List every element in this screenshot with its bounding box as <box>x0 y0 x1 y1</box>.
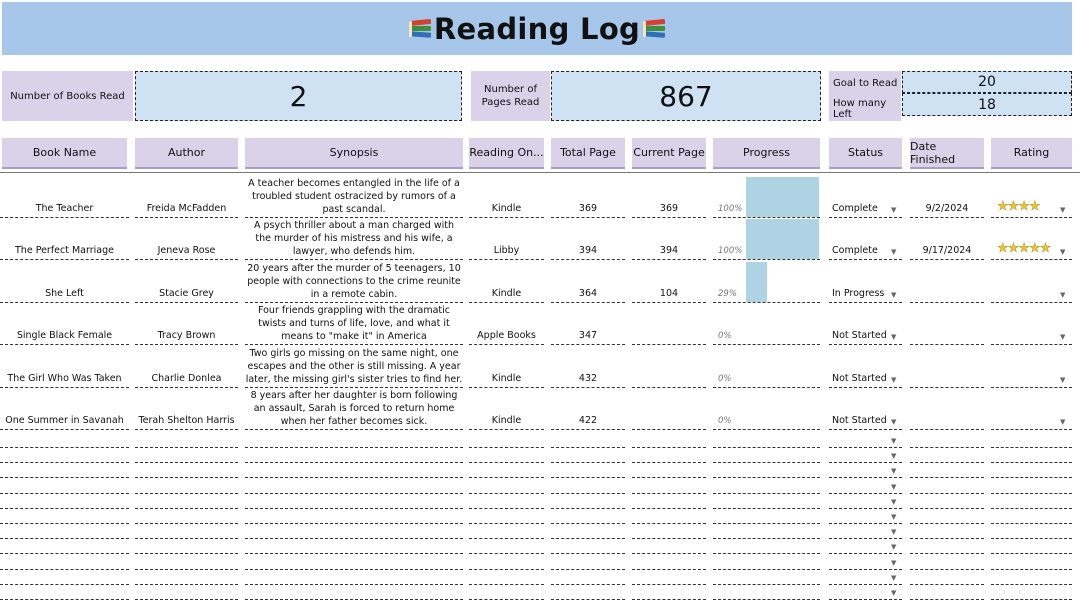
synopsis-cell[interactable]: A teacher becomes entangled in the life of a troubled student ostracized by rumors of a past scandal. <box>245 176 463 218</box>
empty-cell[interactable] <box>991 448 1072 463</box>
empty-cell[interactable] <box>991 433 1072 448</box>
empty-cell[interactable] <box>551 570 625 585</box>
empty-cell[interactable] <box>551 479 625 494</box>
book-name-cell[interactable]: She Left <box>0 261 129 303</box>
empty-cell[interactable] <box>713 585 820 600</box>
chevron-down-icon[interactable]: ▼ <box>891 482 897 491</box>
current-page-cell[interactable] <box>632 303 706 345</box>
book-name-cell[interactable]: The Teacher <box>0 176 129 218</box>
empty-cell[interactable] <box>0 463 129 478</box>
current-page-cell[interactable] <box>632 388 706 430</box>
empty-cell[interactable] <box>469 539 544 554</box>
current-page-cell[interactable]: 394 <box>632 218 706 260</box>
empty-cell[interactable] <box>135 463 238 478</box>
empty-cell[interactable] <box>469 585 544 600</box>
progress-label: 29% <box>718 289 737 299</box>
current-page-cell[interactable]: 104 <box>632 261 706 303</box>
empty-cell[interactable] <box>632 585 706 600</box>
chevron-down-icon[interactable]: ▼ <box>891 558 897 567</box>
empty-cell[interactable] <box>910 448 984 463</box>
left-value[interactable]: 18 <box>902 93 1072 116</box>
empty-cell[interactable] <box>0 555 129 570</box>
empty-cell[interactable] <box>991 524 1072 539</box>
synopsis-cell[interactable]: 8 years after her daughter is born following an assault, Sarah is forced to return home when her father becomes sick. <box>245 388 463 430</box>
chevron-down-icon[interactable]: ▼ <box>891 452 897 461</box>
empty-cell[interactable] <box>0 570 129 585</box>
chevron-down-icon[interactable]: ▼ <box>1060 376 1066 384</box>
empty-cell[interactable] <box>991 479 1072 494</box>
empty-cell[interactable] <box>551 524 625 539</box>
progress-label: 0% <box>718 331 732 341</box>
header-total-page[interactable]: Total Page <box>551 138 625 169</box>
books-read-label: Number of Books Read <box>2 71 133 121</box>
books-icon <box>642 18 666 40</box>
empty-cell[interactable] <box>632 509 706 524</box>
total-page-cell[interactable]: 369 <box>551 176 625 218</box>
date-finished-cell[interactable]: 9/17/2024 <box>910 218 984 260</box>
empty-cell[interactable] <box>713 524 820 539</box>
chevron-down-icon[interactable]: ▼ <box>891 513 897 521</box>
chevron-down-icon[interactable]: ▼ <box>891 573 897 582</box>
empty-cell[interactable] <box>551 509 625 524</box>
empty-cell[interactable] <box>135 479 238 494</box>
book-name-cell[interactable]: The Perfect Marriage <box>0 218 129 260</box>
empty-cell[interactable] <box>469 433 544 448</box>
empty-cell[interactable] <box>469 570 544 585</box>
current-page-cell[interactable]: 369 <box>632 176 706 218</box>
empty-cell[interactable] <box>245 539 463 554</box>
empty-cell[interactable] <box>551 448 625 463</box>
book-name-cell[interactable]: One Summer in Savanah <box>0 388 129 430</box>
empty-cell[interactable] <box>135 494 238 509</box>
header-book-name[interactable]: Book Name <box>2 138 127 169</box>
book-name-cell[interactable]: Single Black Female <box>0 303 129 345</box>
chevron-down-icon[interactable]: ▼ <box>891 543 897 552</box>
author-cell[interactable]: Terah Shelton Harris <box>135 388 238 430</box>
chevron-down-icon[interactable]: ▼ <box>891 589 897 597</box>
progress-bar <box>746 262 767 302</box>
header-status[interactable]: Status <box>829 138 902 169</box>
goal-label: Goal to Read <box>829 71 901 96</box>
reading-on-cell[interactable]: Kindle <box>469 176 544 218</box>
empty-cell[interactable] <box>0 494 129 509</box>
synopsis-cell[interactable]: 20 years after the murder of 5 teenagers, 10 people with connections to the crime reunite in a remote cabin. <box>245 261 463 303</box>
empty-cell[interactable] <box>910 494 984 509</box>
pages-read-label-line1: Number of <box>484 84 537 95</box>
page-title-text: Reading Log <box>433 11 641 46</box>
empty-cell[interactable] <box>632 555 706 570</box>
chevron-down-icon[interactable]: ▼ <box>891 528 897 537</box>
empty-cell[interactable] <box>991 509 1072 524</box>
chevron-down-icon[interactable]: ▼ <box>891 333 897 341</box>
reading-on-cell[interactable]: Libby <box>469 218 544 260</box>
date-finished-cell[interactable] <box>910 303 984 345</box>
synopsis-cell[interactable]: Two girls go missing on the same night, one escapes and the other is still missing. A year later, the missing girl's sister tries to find her. <box>245 346 463 388</box>
empty-cell[interactable] <box>713 448 820 463</box>
empty-cell[interactable] <box>713 570 820 585</box>
empty-cell[interactable] <box>245 433 463 448</box>
header-divider <box>0 172 1080 173</box>
empty-cell[interactable] <box>632 433 706 448</box>
progress-cell <box>713 303 820 345</box>
chevron-down-icon[interactable]: ▼ <box>891 248 897 256</box>
chevron-down-icon[interactable]: ▼ <box>1060 333 1066 341</box>
empty-cell[interactable] <box>991 555 1072 570</box>
author-cell[interactable]: Charlie Donlea <box>135 346 238 388</box>
header-synopsis[interactable]: Synopsis <box>245 138 463 169</box>
total-page-cell[interactable]: 394 <box>551 218 625 260</box>
status-cell[interactable]: Complete <box>829 176 902 218</box>
progress-cell <box>713 388 820 430</box>
empty-cell[interactable] <box>632 494 706 509</box>
author-cell[interactable]: Freida McFadden <box>135 176 238 218</box>
chevron-down-icon[interactable]: ▼ <box>891 467 897 476</box>
pages-read-label <box>471 71 550 121</box>
pages-read-value[interactable]: 867 <box>551 71 821 121</box>
empty-cell[interactable] <box>991 570 1072 585</box>
empty-cell[interactable] <box>713 509 820 524</box>
author-cell[interactable]: Stacie Grey <box>135 261 238 303</box>
empty-cell[interactable] <box>245 479 463 494</box>
header-author[interactable]: Author <box>135 138 238 169</box>
synopsis-cell[interactable]: Four friends grappling with the dramatic twists and turns of life, love, and what it means to "make it" in America <box>245 303 463 345</box>
empty-cell[interactable] <box>632 448 706 463</box>
author-cell[interactable]: Tracy Brown <box>135 303 238 345</box>
header-date-finished[interactable]: Date Finished <box>910 138 984 169</box>
empty-cell[interactable] <box>991 494 1072 509</box>
empty-cell[interactable] <box>713 479 820 494</box>
left-label: How many Left <box>829 96 901 121</box>
empty-cell[interactable] <box>713 463 820 478</box>
empty-cell[interactable] <box>245 494 463 509</box>
total-page-cell[interactable]: 422 <box>551 388 625 430</box>
reading-on-cell[interactable]: Apple Books <box>469 303 544 345</box>
empty-cell[interactable] <box>632 463 706 478</box>
empty-cell[interactable] <box>910 433 984 448</box>
chevron-down-icon[interactable]: ▼ <box>1060 248 1066 256</box>
current-page-cell[interactable] <box>632 346 706 388</box>
books-read-value[interactable]: 2 <box>135 71 462 121</box>
status-cell[interactable]: Complete <box>829 218 902 260</box>
empty-cell[interactable] <box>713 494 820 509</box>
empty-cell[interactable] <box>910 555 984 570</box>
empty-cell[interactable] <box>0 479 129 494</box>
reading-on-cell[interactable]: Kindle <box>469 346 544 388</box>
page-title <box>406 12 668 46</box>
empty-cell[interactable] <box>910 509 984 524</box>
empty-cell[interactable] <box>551 585 625 600</box>
progress-label: 0% <box>718 416 732 426</box>
progress-bar <box>746 219 819 259</box>
total-page-cell[interactable]: 347 <box>551 303 625 345</box>
empty-cell[interactable] <box>469 479 544 494</box>
empty-cell[interactable] <box>713 555 820 570</box>
empty-cell[interactable] <box>551 539 625 554</box>
empty-cell[interactable] <box>135 539 238 554</box>
title-banner <box>2 2 1072 55</box>
status-cell[interactable]: Not Started <box>829 346 902 388</box>
empty-cell[interactable] <box>245 570 463 585</box>
empty-cell[interactable] <box>991 463 1072 478</box>
empty-cell[interactable] <box>135 524 238 539</box>
rating-cell[interactable]: ★★★★ <box>991 176 1072 218</box>
empty-cell[interactable] <box>551 555 625 570</box>
empty-cell[interactable] <box>0 539 129 554</box>
empty-cell[interactable] <box>245 585 463 600</box>
empty-cell[interactable] <box>0 509 129 524</box>
empty-cell[interactable] <box>0 524 129 539</box>
reading-on-cell[interactable]: Kindle <box>469 388 544 430</box>
status-cell[interactable]: Not Started <box>829 303 902 345</box>
header-current-page[interactable]: Current Page <box>632 138 706 169</box>
progress-cell <box>713 346 820 388</box>
empty-cell[interactable] <box>632 524 706 539</box>
empty-cell[interactable] <box>245 509 463 524</box>
chevron-down-icon[interactable]: ▼ <box>891 291 897 299</box>
empty-cell[interactable] <box>910 585 984 600</box>
reading-on-cell[interactable]: Kindle <box>469 261 544 303</box>
date-finished-cell[interactable] <box>910 261 984 303</box>
empty-cell[interactable] <box>135 433 238 448</box>
chevron-down-icon[interactable]: ▼ <box>891 418 897 426</box>
date-finished-cell[interactable]: 9/2/2024 <box>910 176 984 218</box>
goal-value[interactable]: 20 <box>902 71 1072 93</box>
empty-cell[interactable] <box>713 433 820 448</box>
pages-read-label-line2: Pages Read <box>481 97 540 108</box>
date-finished-cell[interactable] <box>910 388 984 430</box>
empty-cell[interactable] <box>910 539 984 554</box>
status-cell[interactable]: Not Started <box>829 388 902 430</box>
empty-cell[interactable] <box>469 494 544 509</box>
date-finished-cell[interactable] <box>910 346 984 388</box>
chevron-down-icon[interactable]: ▼ <box>1060 418 1066 426</box>
chevron-down-icon[interactable]: ▼ <box>891 206 897 214</box>
empty-cell[interactable] <box>910 570 984 585</box>
empty-cell[interactable] <box>135 555 238 570</box>
chevron-down-icon[interactable]: ▼ <box>891 497 897 506</box>
rating-cell[interactable]: ★★★★★ <box>991 218 1072 260</box>
empty-cell[interactable] <box>245 524 463 539</box>
books-icon <box>408 18 432 40</box>
empty-cell[interactable] <box>910 524 984 539</box>
empty-cell[interactable] <box>551 463 625 478</box>
progress-label: 100% <box>718 204 743 214</box>
empty-cell[interactable] <box>910 479 984 494</box>
author-cell[interactable]: Jeneva Rose <box>135 218 238 260</box>
progress-label: 0% <box>718 374 732 384</box>
total-page-cell[interactable]: 364 <box>551 261 625 303</box>
empty-cell[interactable] <box>551 494 625 509</box>
empty-cell[interactable] <box>135 570 238 585</box>
empty-cell[interactable] <box>135 448 238 463</box>
empty-cell[interactable] <box>991 585 1072 600</box>
header-rating[interactable]: Rating <box>991 138 1072 169</box>
empty-cell[interactable] <box>991 539 1072 554</box>
empty-cell[interactable] <box>0 433 129 448</box>
empty-cell[interactable] <box>245 463 463 478</box>
synopsis-cell[interactable]: A psych thriller about a man charged with the murder of his mistress and his wife, a lawyer, who defends him. <box>245 218 463 260</box>
empty-cell[interactable] <box>245 448 463 463</box>
empty-cell[interactable] <box>0 585 129 600</box>
header-reading-on[interactable]: Reading On... <box>469 138 544 169</box>
progress-bar <box>746 177 819 217</box>
empty-cell[interactable] <box>469 463 544 478</box>
empty-cell[interactable] <box>135 509 238 524</box>
progress-label: 100% <box>718 246 743 256</box>
total-page-cell[interactable]: 432 <box>551 346 625 388</box>
empty-cell[interactable] <box>469 448 544 463</box>
header-progress[interactable]: Progress <box>713 138 820 169</box>
empty-cell[interactable] <box>469 524 544 539</box>
empty-cell[interactable] <box>632 539 706 554</box>
status-cell[interactable]: In Progress <box>829 261 902 303</box>
book-name-cell[interactable]: The Girl Who Was Taken <box>0 346 129 388</box>
chevron-down-icon[interactable]: ▼ <box>1060 291 1066 299</box>
empty-cell[interactable] <box>632 570 706 585</box>
empty-cell[interactable] <box>713 539 820 554</box>
empty-cell[interactable] <box>245 555 463 570</box>
chevron-down-icon[interactable]: ▼ <box>891 437 897 445</box>
empty-cell[interactable] <box>469 555 544 570</box>
empty-cell[interactable] <box>910 463 984 478</box>
chevron-down-icon[interactable]: ▼ <box>1060 206 1066 214</box>
empty-cell[interactable] <box>469 509 544 524</box>
empty-cell[interactable] <box>0 448 129 463</box>
empty-cell[interactable] <box>632 479 706 494</box>
empty-cell[interactable] <box>135 585 238 600</box>
empty-cell[interactable] <box>551 433 625 448</box>
chevron-down-icon[interactable]: ▼ <box>891 376 897 384</box>
